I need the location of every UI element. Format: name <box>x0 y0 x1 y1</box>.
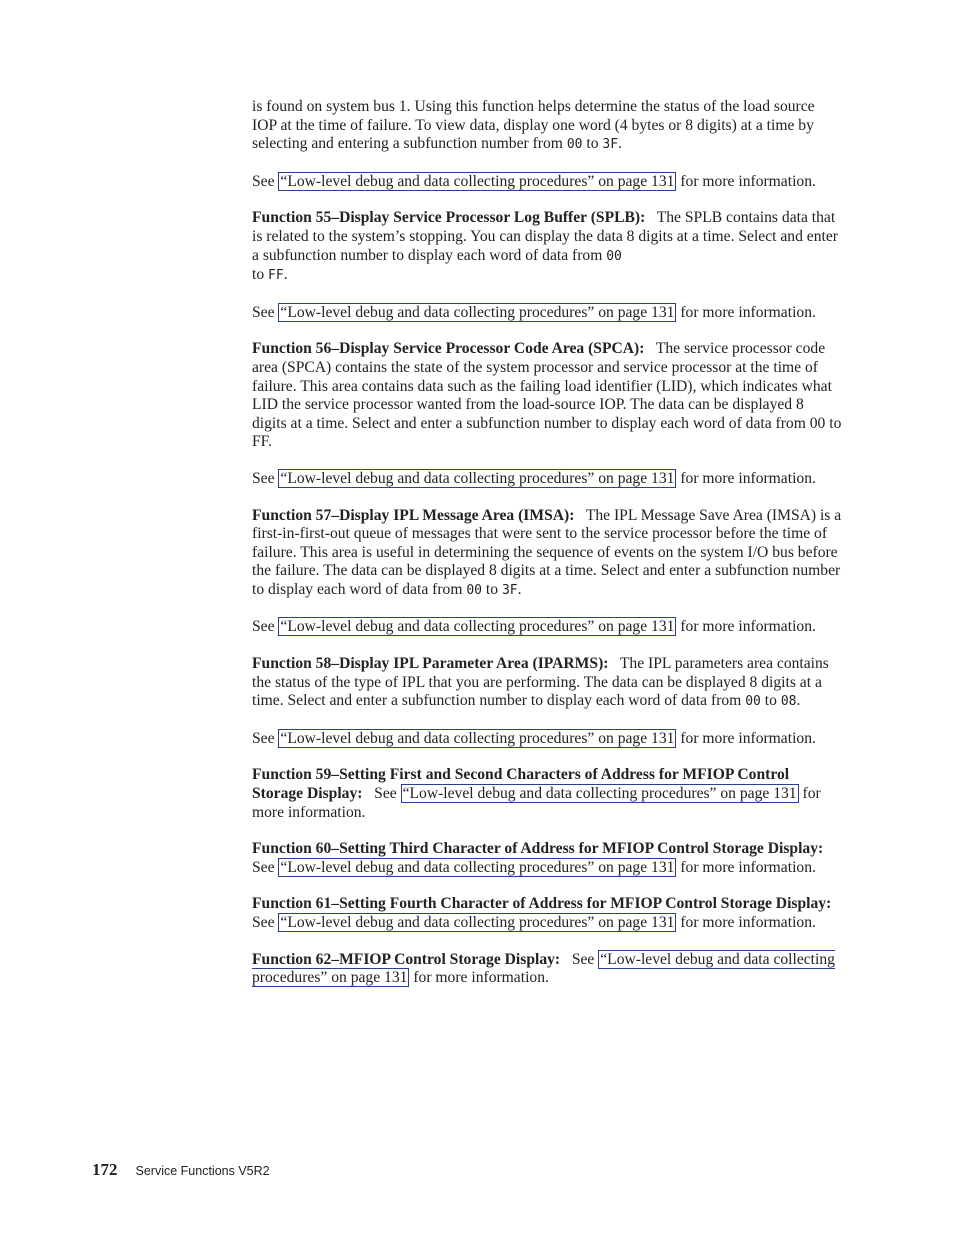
see-prefix: See <box>571 950 599 968</box>
see-suffix: for more information. <box>252 785 821 821</box>
function-55-code-start: 00 <box>606 248 622 264</box>
intro-paragraph <box>252 98 842 155</box>
see-paragraph-4 <box>252 618 842 637</box>
function-62-paragraph <box>252 951 842 988</box>
see-prefix: See <box>374 785 401 803</box>
procedure-link[interactable]: “Low-level debug and data collecting procedures” on page 131 <box>280 618 675 636</box>
procedure-link[interactable]: “Low-level debug and data collecting procedures” on page 131 <box>280 469 675 487</box>
intro-code-start: 00 <box>566 137 583 153</box>
function-55-heading: Function 55–Display Service Processor Log Buffer (SPLB): <box>252 209 646 227</box>
function-58-code-end: 08 <box>780 694 797 710</box>
procedure-link[interactable]: “Low-level debug and data collecting procedures” on page 131 <box>280 858 675 876</box>
page-footer <box>92 1160 270 1180</box>
see-prefix: See <box>252 914 279 931</box>
see-prefix: See <box>252 469 279 487</box>
see-suffix: for more information. <box>676 618 816 636</box>
see-suffix: for more information. <box>676 729 816 747</box>
function-55-connector: to <box>252 266 269 284</box>
see-prefix: See <box>252 303 279 321</box>
function-58-end: . <box>796 692 801 710</box>
see-prefix: See <box>252 172 279 190</box>
function-56-text: The service processor code area (SPCA) contains the state of the system processor and service processor at the time of failure. This area contains data such as the failing load identifier (LID), which indicates what LID the service processor wanted from the load-source IOP. The data can be displayed 8 digits at a time. Select and enter a subfunction number to display each word of data from 00 to FF. <box>252 340 842 451</box>
function-58-text: The IPL parameters area contains the status of the type of IPL that you are performing. The data can be displayed 8 digits at a time. Select and enter a subfunction number to display each word of data from <box>252 655 829 710</box>
function-60-heading: Function 60–Setting Third Character of Address for MFIOP Control Storage Display: <box>252 840 824 858</box>
procedure-link[interactable]: “Low-level debug and data collecting procedures” on page 131 <box>252 950 835 987</box>
intro-code-end: 3F <box>602 137 619 153</box>
intro-connector: to <box>582 135 603 153</box>
procedure-link[interactable]: “Low-level debug and data collecting procedures” on page 131 <box>280 729 675 747</box>
function-55-end: . <box>283 266 288 284</box>
book-title: Service Functions V5R2 <box>135 1164 270 1178</box>
see-paragraph-1 <box>252 173 842 192</box>
see-paragraph-5 <box>252 730 842 749</box>
function-59-heading: Function 59–Setting First and Second Characters of Address for MFIOP Control Storage Display: <box>252 766 790 803</box>
function-57-heading: Function 57–Display IPL Message Area (IMSA): <box>252 506 575 524</box>
function-57-code-start: 00 <box>466 582 483 598</box>
function-55-code-end: FF <box>268 268 284 284</box>
see-prefix: See <box>252 858 279 876</box>
procedure-link[interactable]: “Low-level debug and data collecting procedures” on page 131 <box>280 914 675 931</box>
see-suffix: for more information. <box>676 914 816 931</box>
function-57-end: . <box>517 580 522 598</box>
function-58-paragraph <box>252 655 842 712</box>
see-paragraph-3 <box>252 470 842 489</box>
page-body <box>252 98 842 1006</box>
see-suffix: for more information. <box>676 303 816 321</box>
function-60-paragraph <box>252 840 842 877</box>
intro-end: . <box>618 135 622 153</box>
function-61-paragraph <box>252 895 842 932</box>
procedure-link[interactable]: “Low-level debug and data collecting procedures” on page 131 <box>280 303 675 321</box>
see-suffix: for more information. <box>676 172 816 190</box>
function-58-connector: to <box>760 692 781 710</box>
see-prefix: See <box>252 618 279 636</box>
see-prefix: See <box>252 729 279 747</box>
see-suffix: for more information. <box>676 469 816 487</box>
function-62-heading: Function 62–MFIOP Control Storage Display: <box>252 950 561 968</box>
page-number: 172 <box>92 1160 118 1179</box>
function-59-paragraph <box>252 766 842 822</box>
procedure-link[interactable]: “Low-level debug and data collecting procedures” on page 131 <box>280 172 675 190</box>
function-58-code-start: 00 <box>745 694 761 710</box>
see-paragraph-2 <box>252 304 842 323</box>
see-suffix: for more information. <box>409 969 549 987</box>
function-55-text: The SPLB contains data that is related to the system’s stopping. You can display the data 8 digits at a time. Select and enter a subfunction number to display each word of data from <box>252 209 838 264</box>
function-56-heading: Function 56–Display Service Processor Code Area (SPCA): <box>252 340 645 358</box>
function-55-paragraph <box>252 209 842 285</box>
function-57-paragraph <box>252 507 842 601</box>
function-61-heading: Function 61–Setting Fourth Character of Address for MFIOP Control Storage Display: <box>252 895 832 913</box>
see-suffix: for more information. <box>676 858 816 876</box>
function-57-code-end: 3F <box>501 582 518 598</box>
intro-text: is found on system bus 1. Using this function helps determine the status of the load source IOP at the time of failure. To view data, display one word (4 bytes or 8 digits) at a time by selecting and entering a subfunction number from <box>252 98 815 153</box>
function-57-connector: to <box>482 580 502 598</box>
function-58-heading: Function 58–Display IPL Parameter Area (IPARMS): <box>252 655 609 673</box>
function-56-paragraph <box>252 340 842 452</box>
procedure-link[interactable]: “Low-level debug and data collecting procedures” on page 131 <box>402 785 797 803</box>
function-57-text: The IPL Message Save Area (IMSA) is a first-in-first-out queue of messages that were sent to the service processor before the time of failure. This area is useful in determining the sequence of events on the system I/O bus before the failure. The data can be displayed 8 digits at a time. Select and enter a subfunction number to display each word of data from <box>252 506 842 598</box>
